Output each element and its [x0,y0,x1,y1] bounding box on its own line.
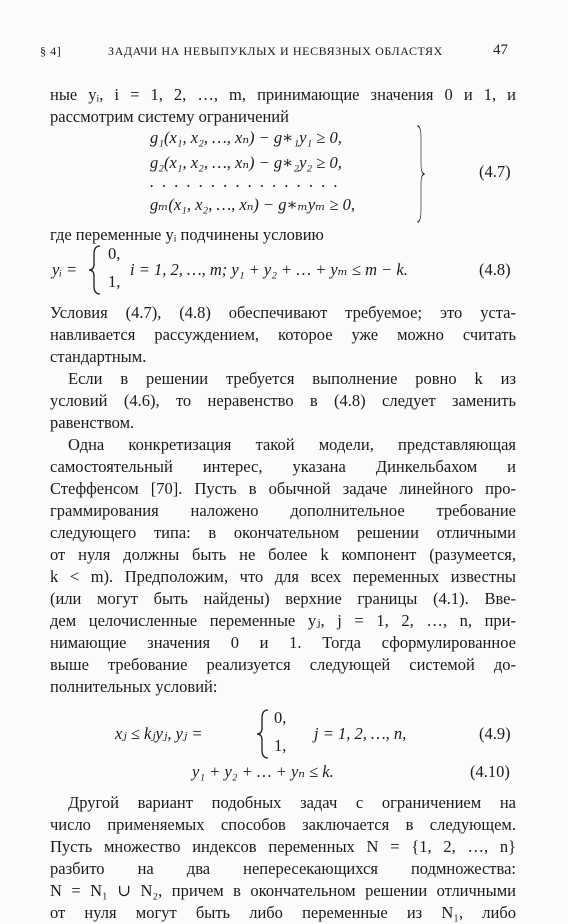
text-line: Одна конкретизация такой модели, представляющая [68,435,516,454]
equation-dots: . . . . . . . . . . . . . . . . [150,172,340,191]
text-line: дем целочисленные переменные yⱼ, j = 1, 2, …, n, при- [50,611,516,630]
text-line: k < m). Предположим, что для всех переменных известны [50,567,516,586]
text-line: ные yᵢ, i = 1, 2, …, m, принимающие значения 0 и 1, и [50,85,516,104]
equation-label: (4.8) [479,260,511,279]
text-line: следующего типа: в окончательном решении отличными [50,523,516,542]
equation-line: y₁ + y₂ + … + yₙ ≤ k. [192,762,334,781]
case-value: 1, [108,272,121,291]
text-line: Стеффенсом [70]. Пусть в обычной задаче линейного про- [50,479,516,498]
case-value: 0, [274,708,287,727]
case-value: 1, [274,736,287,755]
text-line: полнительных условий: [50,677,218,696]
text-line: самостоятельный интерес, указана Динкельбахом и [50,457,516,476]
case-value: 0, [108,244,121,263]
text-line: от нуля должны быть не более k компонент (разумеется, [50,545,516,564]
equation-label: (4.10) [470,762,510,781]
text-line: граммирования наложено дополнительное требование [50,501,516,520]
equation-label: (4.9) [479,724,511,743]
text-line: Пусть множество индексов переменных N = {1, 2, …, n} [50,837,516,856]
text-line: N = N₁ ∪ N₂, причем в окончательном решении отличными [50,881,516,900]
text-line: Если в решении требуется выполнение ровно k из [68,369,516,388]
equation-line: g₁(x₁, x₂, …, xₙ) − g∗₁y₁ ≥ 0, [150,128,342,147]
equation-rhs: j = 1, 2, …, n, [314,724,407,743]
text-line: где переменные yᵢ подчинены условию [50,225,324,244]
text-line: Другой вариант подобных задач с ограничением на [68,793,516,812]
equation-lhs: yᵢ = [52,260,78,279]
left-brace-icon [88,244,102,301]
text-line: выше требование реализуется следующей системой до- [50,655,516,674]
text-line: стандартным. [50,347,147,366]
text-line: навливается рассуждением, которое уже можно считать [50,325,516,344]
left-brace-icon [256,708,270,765]
text-line: условий (4.6), то неравенство в (4.8) следует заменить [50,391,516,410]
text-line: нимающие значения 0 и 1. Тогда сформулированное [50,633,516,652]
text-line: Условия (4.7), (4.8) обеспечивают требуемое; это уста- [50,303,516,322]
equation-line: gₘ(x₁, x₂, …, xₙ) − g∗ₘyₘ ≥ 0, [150,195,356,214]
equation-rhs: i = 1, 2, …, m; y₁ + y₂ + … + yₘ ≤ m − k. [130,260,408,279]
equation-line: g₂(x₁, x₂, …, xₙ) − g∗₂y₂ ≥ 0, [150,153,342,172]
text-line: число применяемых способов заключается в следующем. [50,815,516,834]
text-line: равенством. [50,413,135,432]
text-line: (или могут быть найдены) верхние границы (4.1). Вве- [50,589,516,608]
section-marker: § 4] [40,44,62,58]
page-number: 47 [493,42,508,58]
text-line: от нуля могут быть либо переменные из N₁, либо [50,903,516,922]
text-line: разбито на два непересекающихся подмножества: [50,859,516,878]
running-title: ЗАДАЧИ НА НЕВЫПУКЛЫХ И НЕСВЯЗНЫХ ОБЛАСТЯХ [108,44,443,58]
text-line: рассмотрим систему ограничений [50,107,289,126]
equation-label: (4.7) [479,162,511,181]
equation-lhs: xⱼ ≤ kⱼyⱼ, yⱼ = [115,724,203,743]
right-brace-icon [412,124,430,224]
